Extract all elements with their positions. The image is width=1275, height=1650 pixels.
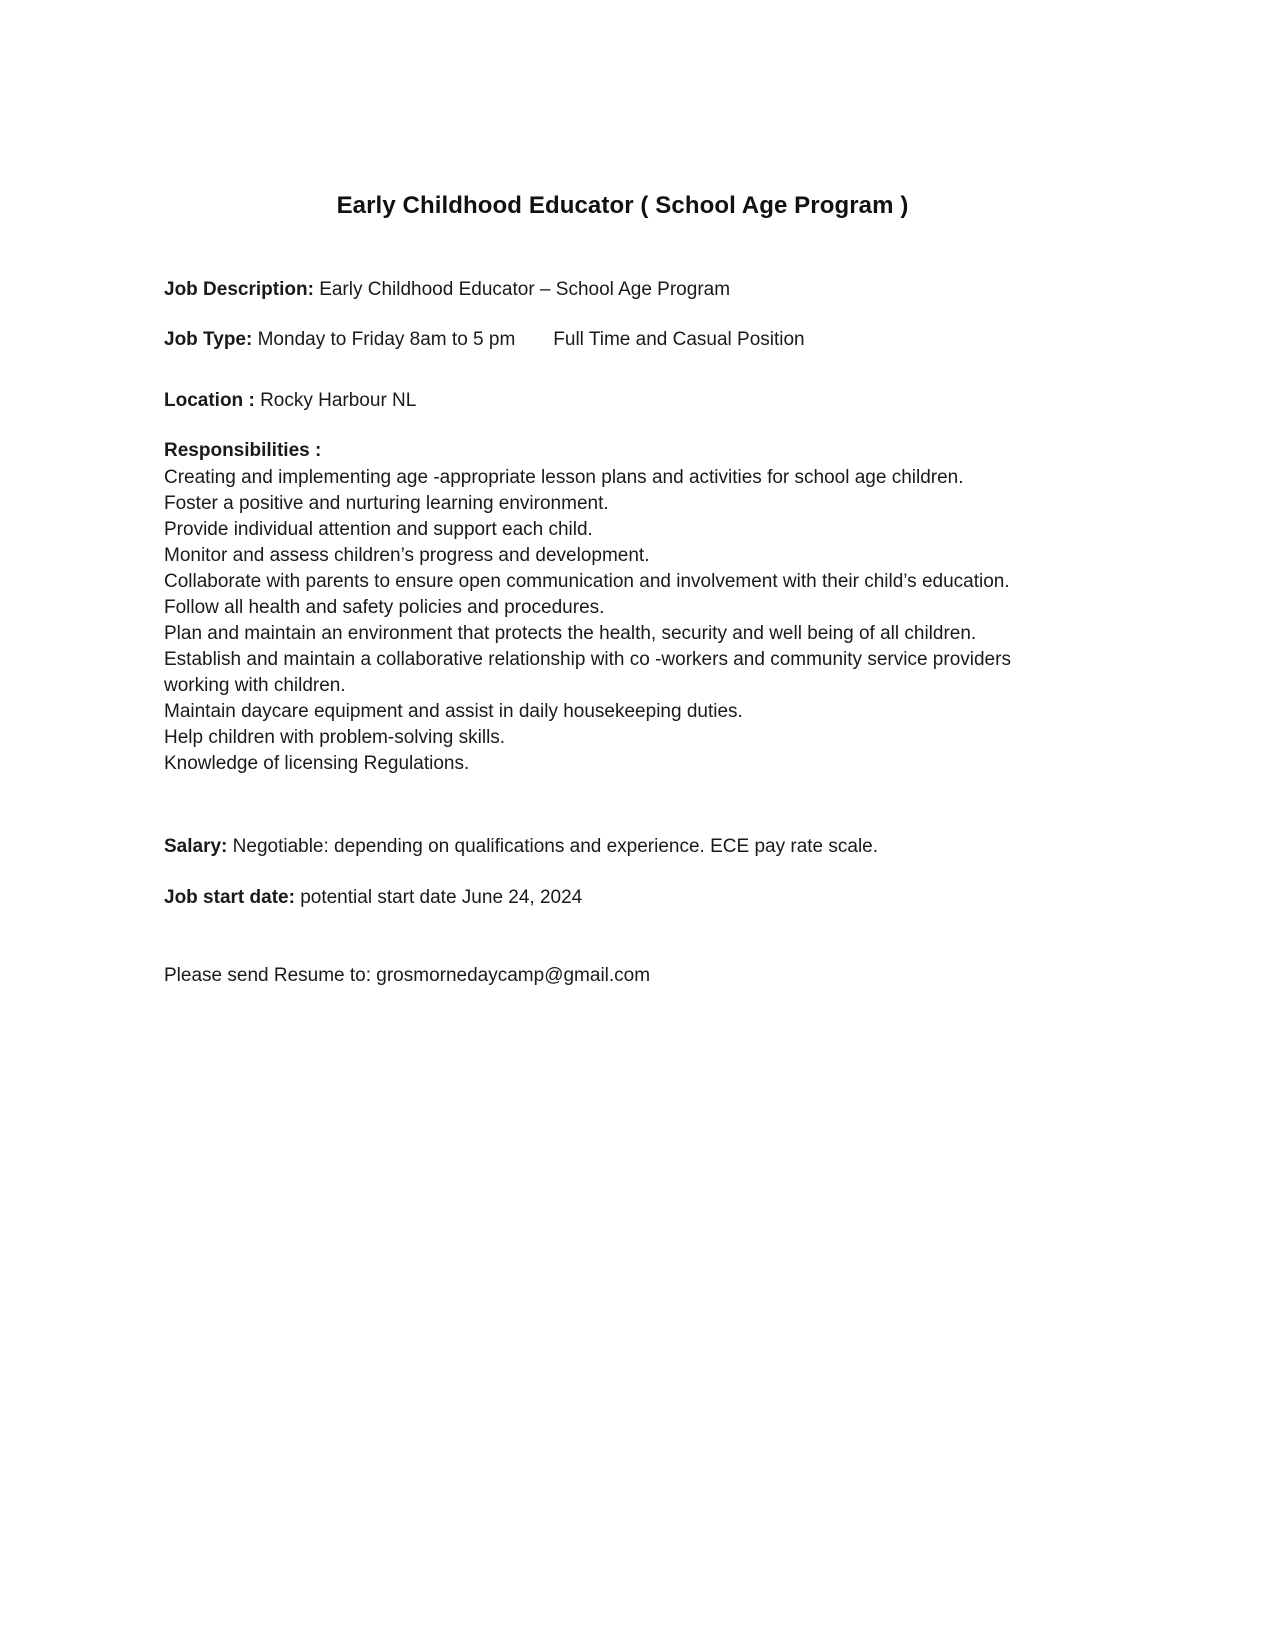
- job-description-value: Early Childhood Educator – School Age Program: [319, 279, 731, 300]
- resume-line: Please send Resume to: grosmornedaycamp@gmail.com: [164, 965, 651, 986]
- job-type-line: [164, 328, 805, 352]
- responsibility-item: Follow all health and safety policies and procedures.: [164, 597, 605, 618]
- responsibility-item: Provide individual attention and support each child.: [164, 519, 593, 540]
- start-date-label: Job start date:: [164, 887, 295, 908]
- responsibility-item: Foster a positive and nurturing learning environment.: [164, 493, 609, 514]
- location-value: Rocky Harbour NL: [260, 390, 417, 411]
- salary-label: Salary:: [164, 836, 228, 857]
- responsibility-item: Maintain daycare equipment and assist in daily housekeeping duties.: [164, 701, 743, 722]
- responsibilities-heading: Responsibilities :: [164, 440, 322, 461]
- responsibility-item: Monitor and assess children’s progress and development.: [164, 545, 650, 566]
- salary-line: [164, 835, 878, 859]
- location-label: Location :: [164, 390, 255, 411]
- salary-value: Negotiable: depending on qualifications and experience. ECE pay rate scale.: [232, 836, 879, 857]
- start-date-value: potential start date June 24, 2024: [300, 887, 583, 908]
- job-type-position: Full Time and Casual Position: [553, 329, 805, 350]
- responsibility-item: Collaborate with parents to ensure open communication and involvement with their child’s education.: [164, 571, 1010, 592]
- responsibility-item: Help children with problem-solving skills.: [164, 727, 506, 748]
- job-description-line: [164, 278, 730, 302]
- start-date-line: [164, 886, 582, 910]
- page-title: Early Childhood Educator ( School Age Program ): [336, 192, 909, 219]
- location-line: [164, 389, 416, 413]
- job-type-label: Job Type:: [164, 329, 253, 350]
- responsibility-item: Plan and maintain an environment that protects the health, security and well being of all children.: [164, 623, 977, 644]
- job-type-schedule: Monday to Friday 8am to 5 pm: [257, 329, 516, 350]
- responsibilities-list: [164, 465, 1064, 777]
- job-description-label: Job Description:: [164, 279, 314, 300]
- responsibility-item: Creating and implementing age -appropriate lesson plans and activities for school age children.: [164, 467, 964, 488]
- responsibility-item: Knowledge of licensing Regulations.: [164, 753, 470, 774]
- responsibility-item: Establish and maintain a collaborative relationship with co -workers and community service providers working with children.: [164, 649, 1011, 696]
